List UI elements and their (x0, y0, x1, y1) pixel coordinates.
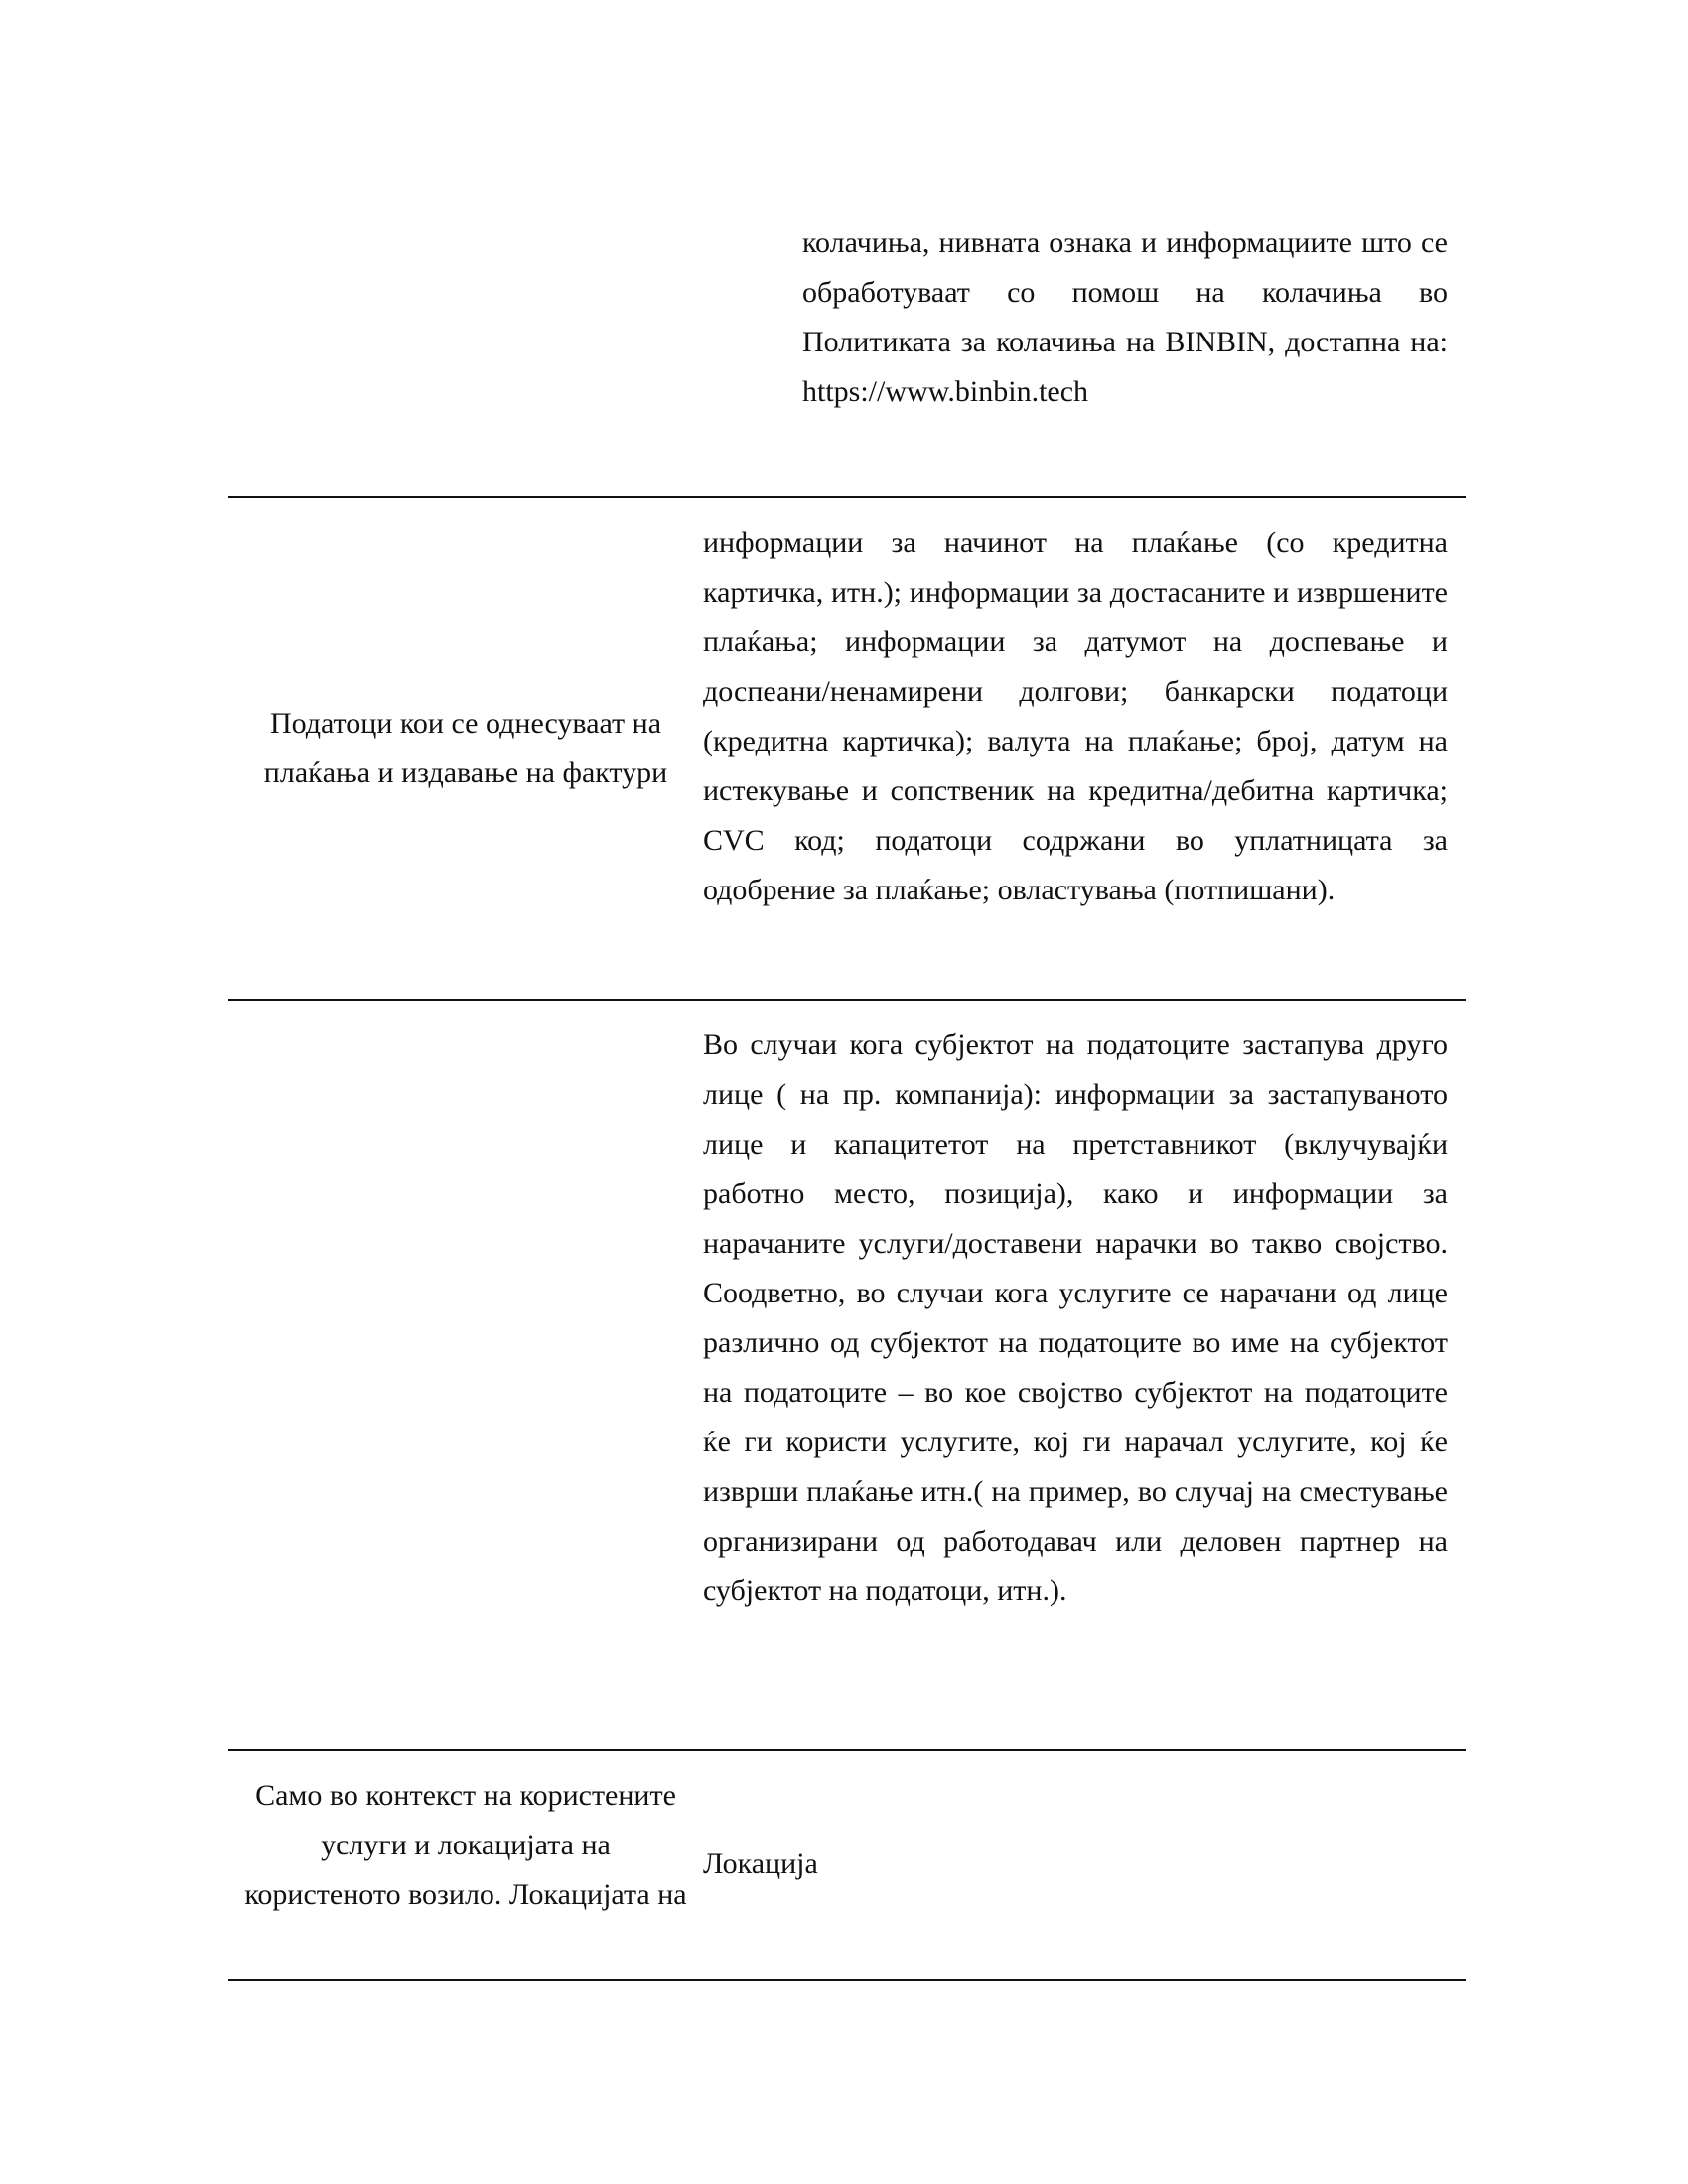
category-text: Само во контекст на користените услуги и локацијата на користеното возило. Локацијата на (244, 1779, 687, 1911)
continued-paragraph: колачиња, нивната ознака и информациите што се обработуваат со помош на колачиња во Политиката за колачиња на BINBIN, достапна на: https://www.binbin.tech (802, 226, 1448, 408)
description-cell (703, 1751, 1466, 1979)
table-row (228, 999, 1466, 1749)
table-row (228, 1749, 1466, 1981)
category-cell (228, 498, 703, 999)
description-text: Локација (703, 1847, 818, 1880)
description-cell: информации за начинот на плаќање (со кредитна картичка, итн.); информации за достасаните и извршените плаќања; информации за датумот на доспевање и доспеани/ненамирени долгови; банкарски податоци (кредитна картичка); валута на плаќање; број, датум на истекување и сопственик на кредитна/дебитна картичка; CVC код; податоци содржани во уплатницата за одобрение за плаќање; овластувања (потпишани). (703, 526, 1448, 906)
description-cell: Во случаи кога субјектот на податоците застапува друго лице ( на пр. компанија): информации за застапуваното лице и капацитетот на претставникот (вклучувајќи работно место, позиција), како и информации за нарачаните услуги/доставени нарачки во такво својство. Соодветно, во случаи кога услугите се нарачани од лице различно од субјектот на податоците во име на субјектот на податоците – во кое својство субјектот на податоците ќе ги користи услугите, кој ги нарачал услугите, кој ќе изврши плаќање итн.( на пример, во случај на сместување организирани од работодавач или деловен партнер на субјектот на податоци, итн.). (703, 1028, 1448, 1607)
category-cell (228, 1751, 703, 1979)
table-row (228, 496, 1466, 999)
category-text: Податоци кои се однесуваат на плаќања и издавање на фактури (263, 707, 668, 789)
data-categories-table (228, 496, 1466, 1981)
category-cell (228, 1001, 703, 1749)
